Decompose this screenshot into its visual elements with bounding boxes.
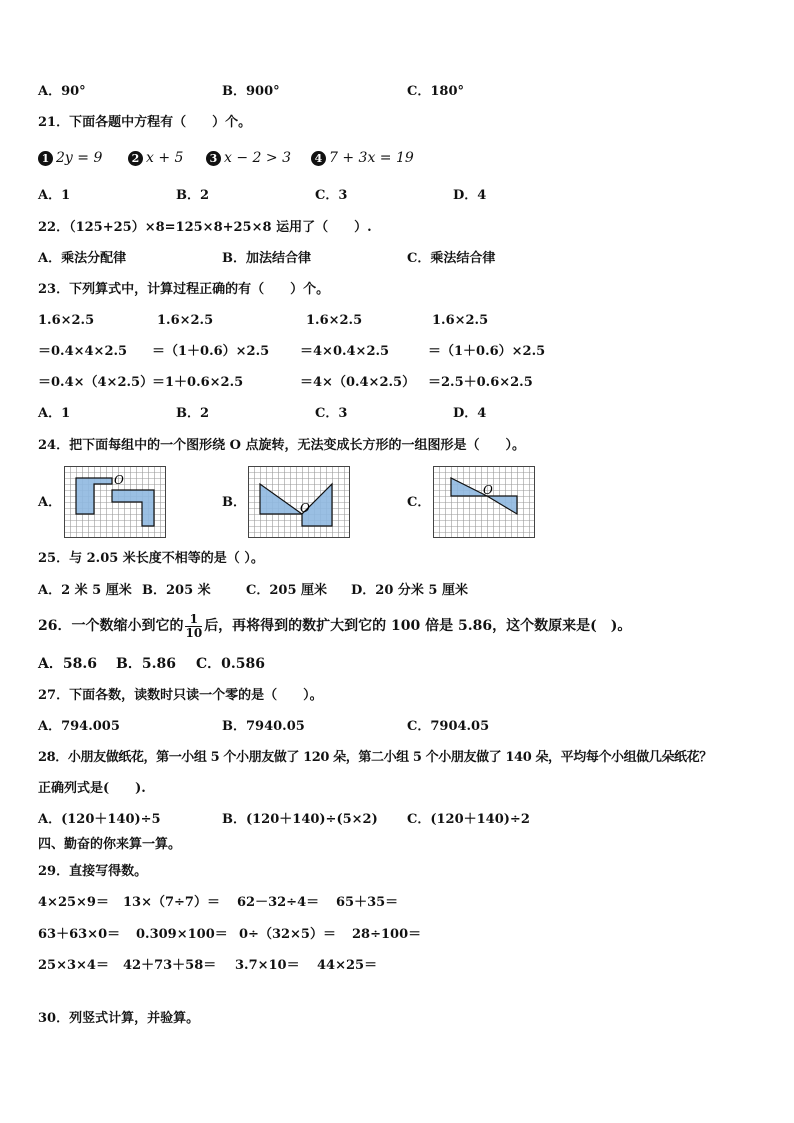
q25-option-b: B．205 米 <box>142 583 211 598</box>
q23-calc: ＝1＋0.6×2.5 <box>152 375 244 390</box>
q22-stem: 22．（125+25）×8=125×8+25×8 运用了（ ）. <box>38 220 372 235</box>
q26-stem-text: 后，再将得到的数扩大到它的 100 倍是 5.86，这个数原来是( )。 <box>204 618 632 634</box>
circled-number: 1 <box>38 151 53 166</box>
q23-calc: ＝4×（0.4×2.5） <box>300 375 416 390</box>
q29-expression: 28÷100＝ <box>352 927 422 942</box>
q26-option-a: A．58.6 <box>38 656 97 672</box>
section-heading: 四、勤奋的你来算一算。 <box>38 837 182 852</box>
q29-expression: 44×25＝ <box>317 958 378 973</box>
q27-option-b: B．7940.05 <box>222 719 305 734</box>
q29-expression: 0.309×100＝ <box>136 927 228 942</box>
q23-calc: ＝0.4×4×2.5 <box>38 344 128 359</box>
q21-item-3 <box>206 150 291 166</box>
q21-option-d: D．4 <box>453 188 487 203</box>
q29-expression: 4×25×9＝ <box>38 895 109 910</box>
q22-option-b: B．加法结合律 <box>222 251 311 266</box>
q23-stem: 23．下列算式中，计算过程正确的有（ ）个。 <box>38 282 330 297</box>
shaded-shape <box>260 484 302 514</box>
q29-expression: 0÷（32×5）＝ <box>239 927 336 942</box>
q24-figure-b <box>248 466 350 538</box>
q23-calc: ＝（1＋0.6）×2.5 <box>152 344 270 359</box>
q26-stem-text: 26．一个数缩小到它的 <box>38 618 184 634</box>
q23-calc: ＝0.4×（4×2.5） <box>38 375 154 390</box>
q21-item-2 <box>128 150 183 166</box>
q24-figure-a <box>64 466 166 538</box>
q23-option-a: A．1 <box>38 406 71 421</box>
q21-option-a: A．1 <box>38 188 71 203</box>
q29-expression: 42＋73＋58＝ <box>123 958 217 973</box>
q29-expression: 25×3×4＝ <box>38 958 109 973</box>
equation: 2y = 9 <box>56 150 103 166</box>
q25-option-a: A．2 米 5 厘米 <box>38 583 132 598</box>
q25-option-c: C．205 厘米 <box>246 583 328 598</box>
q21-item-4 <box>311 150 414 166</box>
rotation-point-label: O <box>300 501 310 515</box>
q28-stem-2: 正确列式是( ). <box>38 781 146 796</box>
shaded-shape <box>487 496 517 514</box>
q28-option-a: A．(120＋140)÷5 <box>38 812 161 827</box>
q29-expression: 3.7×10＝ <box>235 958 300 973</box>
q21-item-1 <box>38 150 102 166</box>
q20-option-c: C．180° <box>407 84 464 99</box>
q26-stem <box>38 611 631 641</box>
fraction-denominator: 10 <box>185 625 203 640</box>
q23-option-b: B．2 <box>176 406 210 421</box>
circled-number: 3 <box>206 151 221 166</box>
q20-option-a: A．90° <box>38 84 86 99</box>
rotation-point-label: O <box>483 483 493 497</box>
q26-option-b: B．5.86 <box>116 656 176 672</box>
equation: 7 + 3x = 19 <box>329 150 414 166</box>
q29-expression: 65＋35＝ <box>336 895 399 910</box>
q23-calc: 1.6×2.5 <box>432 313 489 328</box>
circled-number: 4 <box>311 151 326 166</box>
q30-stem: 30．列竖式计算，并验算。 <box>38 1011 200 1026</box>
q27-option-a: A．794.005 <box>38 719 120 734</box>
equation: x − 2 > 3 <box>224 150 291 166</box>
q27-option-c: C．7904.05 <box>407 719 490 734</box>
q23-calc: ＝4×0.4×2.5 <box>300 344 390 359</box>
q29-expression: 63＋63×0＝ <box>38 927 121 942</box>
q29-expression: 13×（7÷7）＝ <box>123 895 220 910</box>
fraction-numerator: 1 <box>189 611 199 626</box>
circled-number: 2 <box>128 151 143 166</box>
q29-expression: 62－32÷4＝ <box>237 895 320 910</box>
q23-calc: 1.6×2.5 <box>306 313 363 328</box>
q25-stem: 25．与 2.05 米长度不相等的是（ ）。 <box>38 551 264 566</box>
q22-option-a: A．乘法分配律 <box>38 251 127 266</box>
q23-calc: 1.6×2.5 <box>157 313 214 328</box>
q21-option-b: B．2 <box>176 188 210 203</box>
q24-figure-c <box>433 466 535 538</box>
rotation-point-label: O <box>114 473 124 487</box>
fraction <box>185 613 202 640</box>
q24-option-c: C． <box>407 495 431 510</box>
q21-option-c: C．3 <box>315 188 348 203</box>
q24-stem: 24．把下面每组中的一个图形绕 O 点旋转，无法变成长方形的一组图形是（ ）。 <box>38 438 525 453</box>
q24-option-b: B． <box>222 495 246 510</box>
q23-option-d: D．4 <box>453 406 487 421</box>
q21-stem: 21．下面各题中方程有（ ）个。 <box>38 115 252 130</box>
q28-option-b: B．(120＋140)÷(5×2) <box>222 812 378 827</box>
q29-stem: 29．直接写得数。 <box>38 864 148 879</box>
q20-option-b: B．900° <box>222 84 280 99</box>
q24-option-a: A． <box>38 495 62 510</box>
q28-stem: 28．小朋友做纸花，第一小组 5 个小朋友做了 120 朵，第二小组 5 个小朋友做了 140 朵，平均每个小组做几朵纸花？ <box>38 750 712 765</box>
equation: x + 5 <box>146 150 184 166</box>
q23-calc: ＝（1＋0.6）×2.5 <box>428 344 546 359</box>
q22-option-c: C．乘法结合律 <box>407 251 496 266</box>
q27-stem: 27．下面各数，读数时只读一个零的是（ ）。 <box>38 688 323 703</box>
q23-calc: 1.6×2.5 <box>38 313 95 328</box>
q23-option-c: C．3 <box>315 406 348 421</box>
q28-option-c: C．(120＋140)÷2 <box>407 812 530 827</box>
q26-option-c: C．0.586 <box>196 656 265 672</box>
q23-calc: ＝2.5＋0.6×2.5 <box>428 375 533 390</box>
q25-option-d: D．20 分米 5 厘米 <box>351 583 468 598</box>
